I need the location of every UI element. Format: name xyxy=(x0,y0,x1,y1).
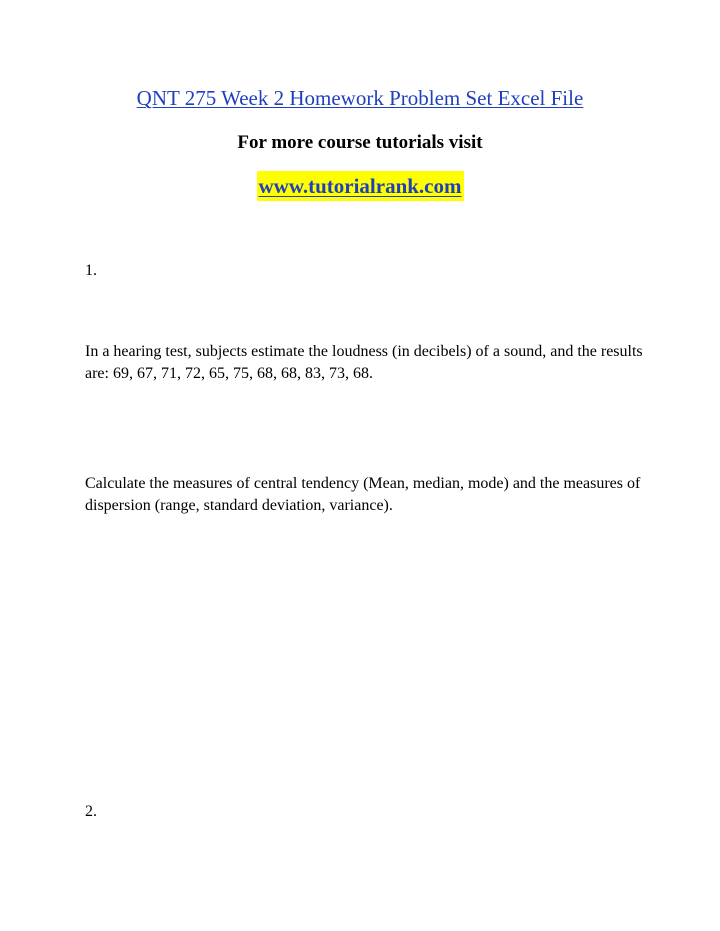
course-tutorials-text: For more course tutorials visit xyxy=(237,132,483,153)
question-1-number: 1. xyxy=(85,262,97,279)
site-link-container xyxy=(0,171,720,201)
question-1-body: In a hearing test, subjects estimate the loudness (in decibels) of a sound, and the results are: 69, 67, 71, 72, 65, 75, 68, 68, 83, 73, 68. xyxy=(85,343,643,382)
question-2-number: 2. xyxy=(85,803,97,820)
question-1-task: Calculate the measures of central tendency (Mean, median, mode) and the measures of dispersion (range, standard deviation, variance). xyxy=(85,475,641,514)
tutorialrank-link[interactable]: www.tutorialrank.com xyxy=(257,171,464,201)
document-title-link[interactable]: QNT 275 Week 2 Homework Problem Set Excel File xyxy=(136,86,584,110)
